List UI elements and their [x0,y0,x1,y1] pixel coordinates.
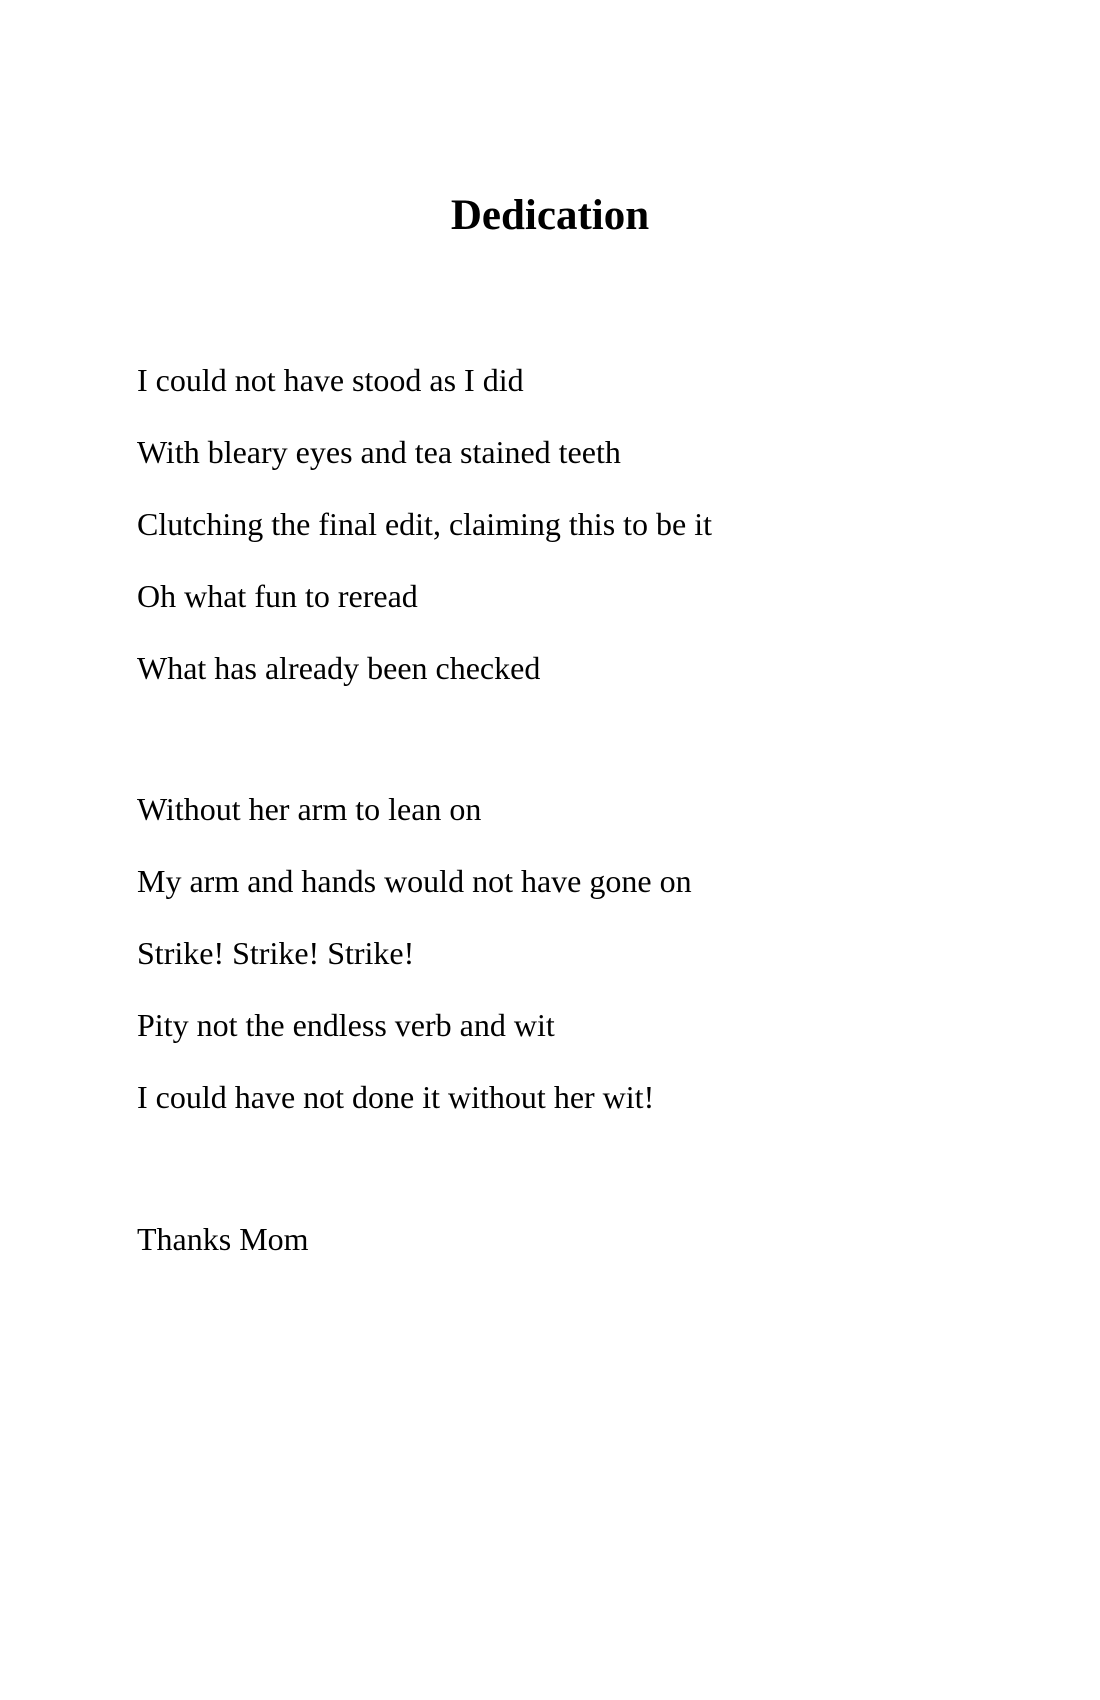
poem-line: Oh what fun to reread [137,578,418,614]
poem-stanza-2 [137,773,692,1133]
poem-line: Strike! Strike! Strike! [137,935,415,971]
closing-line: Thanks Mom [137,1221,309,1257]
page-title: Dedication [450,192,650,239]
poem-stanza-1 [137,344,712,704]
poem-line: I could have not done it without her wit! [137,1079,655,1115]
closing-signoff [137,1203,309,1275]
poem-line: With bleary eyes and tea stained teeth [137,434,621,470]
poem-line: My arm and hands would not have gone on [137,863,692,899]
poem-line: Without her arm to lean on [137,791,482,827]
poem-line: What has already been checked [137,650,541,686]
poem-line: I could not have stood as I did [137,362,524,398]
poem-line: Clutching the final edit, claiming this to be it [137,506,713,542]
poem-line: Pity not the endless verb and wit [137,1007,555,1043]
